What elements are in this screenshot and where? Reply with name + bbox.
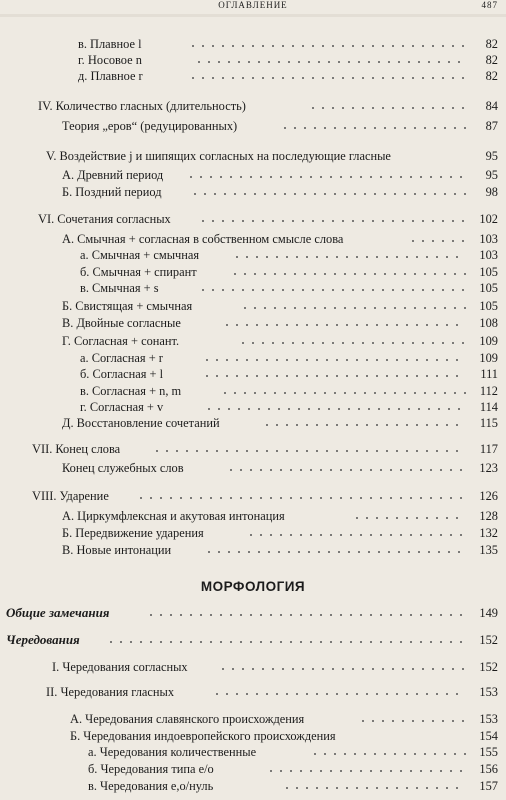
toc-entry-page: 82 <box>485 53 498 67</box>
toc-entry-page: 111 <box>480 367 498 381</box>
leader-dots <box>202 359 466 361</box>
toc-entry-label: а. Согласная + r <box>80 351 163 365</box>
toc-entry-page: 126 <box>479 489 498 503</box>
toc-entry-label: б. Согласная + l <box>80 367 164 381</box>
toc-entry-label: г. Носовое n <box>78 53 142 67</box>
toc-entry-page: 132 <box>479 526 498 540</box>
leader-dots <box>358 720 466 722</box>
toc-entry-label: Общие замечания <box>6 605 110 620</box>
toc-entry <box>78 36 498 52</box>
leader-dots <box>226 469 466 471</box>
toc-entry <box>38 98 498 114</box>
toc-entry <box>62 315 498 331</box>
leader-dots <box>198 289 466 291</box>
toc-entry <box>80 280 498 296</box>
leader-dots <box>222 324 466 326</box>
toc-entry-page: 115 <box>479 416 498 430</box>
toc-entry <box>46 684 498 700</box>
toc-entry <box>62 508 498 524</box>
toc-entry <box>52 659 498 675</box>
toc-entry-page: 152 <box>479 660 498 674</box>
toc-entry-page: 123 <box>479 461 498 475</box>
toc-entry-page: 156 <box>479 762 498 776</box>
leader-dots <box>262 424 466 426</box>
toc-entry <box>32 441 498 457</box>
leader-dots <box>202 375 466 377</box>
leader-dots <box>218 668 466 670</box>
toc-entry-label: б. Чередования типа e/o <box>88 762 214 776</box>
toc-entry <box>70 711 498 727</box>
toc-entry <box>78 68 498 84</box>
toc-entry-page: 105 <box>479 265 498 279</box>
toc-entry-label: IV. Количество гласных (длительность) <box>38 99 246 113</box>
toc-entry-label: I. Чередования согласных <box>52 660 188 674</box>
toc-entry-page: 82 <box>485 37 498 51</box>
toc-entry-page: 155 <box>479 745 498 759</box>
toc-entry-page: 109 <box>479 351 498 365</box>
toc-entry-bold <box>6 605 498 621</box>
toc-entry-page: 103 <box>479 232 498 246</box>
leader-dots <box>280 127 466 129</box>
leader-dots <box>186 176 466 178</box>
toc-entry-label: а. Смычная + смычная <box>80 248 200 262</box>
toc-entry-label: Д. Восстановление сочетаний <box>62 416 220 430</box>
leader-dots <box>246 534 466 536</box>
toc-entry-label: б. Смычная + спирант <box>80 265 197 279</box>
leader-dots <box>152 450 466 452</box>
toc-entry <box>62 333 498 349</box>
toc-entry <box>88 778 498 794</box>
toc-entry <box>62 298 498 314</box>
leader-dots <box>230 273 466 275</box>
toc-entry-label: д. Плавное r <box>78 69 143 83</box>
leader-dots <box>240 307 466 309</box>
toc-entry-page: 114 <box>479 400 498 414</box>
toc-entry-label: А. Циркумфлексная и акутовая интонация <box>62 509 285 523</box>
toc-entry-label: г. Согласная + v <box>80 400 164 414</box>
leader-dots <box>266 770 466 772</box>
toc-entry-page: 128 <box>479 509 498 523</box>
leader-dots <box>188 45 466 47</box>
toc-entry-label: А. Чередования славянского происхождения <box>70 712 305 726</box>
toc-entry <box>62 525 498 541</box>
toc-entry <box>88 744 498 760</box>
toc-entry-label: Б. Передвижение ударения <box>62 526 204 540</box>
toc-entry-label: Б. Свистящая + смычная <box>62 299 193 313</box>
toc-entry <box>80 350 498 366</box>
toc-entry-label: Конец служебных слов <box>62 461 184 475</box>
toc-entry <box>46 148 498 164</box>
leader-dots <box>408 240 466 242</box>
toc-entry-page: 154 <box>479 729 498 743</box>
toc-entry-label: В. Двойные согласные <box>62 316 181 330</box>
leader-dots <box>190 193 466 195</box>
toc-entry-bold <box>6 632 498 648</box>
toc-entry-page: 95 <box>485 168 498 182</box>
toc-entry-label: VIII. Ударение <box>32 489 109 503</box>
toc-entry <box>80 264 498 280</box>
toc-entry-label: VII. Конец слова <box>32 442 121 456</box>
leader-dots <box>136 497 466 499</box>
leader-dots <box>282 787 466 789</box>
toc-entry-label: в. Смычная + s <box>80 281 159 295</box>
toc-entry <box>62 231 498 247</box>
toc-entry-page: 105 <box>479 299 498 313</box>
toc-entry <box>32 488 498 504</box>
toc-entry <box>88 761 498 777</box>
leader-dots <box>220 392 466 394</box>
toc-entry-page: 153 <box>479 685 498 699</box>
toc-entry <box>80 399 498 415</box>
section-heading-morphology: МОРФОЛОГИЯ <box>200 579 306 594</box>
toc-entry-label: Г. Согласная + сонант. <box>62 334 180 348</box>
leader-dots <box>352 517 466 519</box>
toc-entry-label: в. Плавное l <box>78 37 142 51</box>
toc-entry-page: 112 <box>479 384 498 398</box>
toc-entry <box>80 366 498 382</box>
toc-entry <box>38 211 498 227</box>
leader-dots <box>310 753 466 755</box>
leader-dots <box>194 61 466 63</box>
toc-entry-label: Б. Поздний период <box>62 185 162 199</box>
toc-entry <box>62 184 498 200</box>
toc-entry-label: Чередования <box>6 632 80 647</box>
toc-entry-page: 157 <box>479 779 498 793</box>
toc-entry-page: 84 <box>485 99 498 113</box>
toc-entry <box>70 728 498 744</box>
leader-dots <box>232 256 466 258</box>
toc-entry-label: в. Чередования e,o/нуль <box>88 779 214 793</box>
toc-entry <box>62 167 498 183</box>
toc-entry-label: VI. Сочетания согласных <box>38 212 171 226</box>
leader-dots <box>106 641 464 643</box>
leader-dots <box>238 342 466 344</box>
toc-entry <box>80 383 498 399</box>
toc-entry-page: 109 <box>479 334 498 348</box>
leader-dots <box>146 614 464 616</box>
toc-entry-label: Теория „еров“ (редуцированных) <box>62 119 238 133</box>
toc-entry-label: V. Воздействие j и шипящих согласных на последующие гласные <box>46 149 391 163</box>
leader-dots <box>204 408 466 410</box>
leader-dots <box>308 107 466 109</box>
running-head-title: ОГЛАВЛЕНИЕ <box>218 0 288 10</box>
toc-entry <box>62 118 498 134</box>
toc-entry-label: А. Смычная + согласная в собственном смысле слова <box>62 232 344 246</box>
toc-entry-page: 135 <box>479 543 498 557</box>
leader-dots <box>198 220 466 222</box>
toc-entry-page: 108 <box>479 316 498 330</box>
leader-dots <box>188 77 466 79</box>
toc-entry-page: 103 <box>479 248 498 262</box>
toc-entry-page: 82 <box>485 69 498 83</box>
toc-entry <box>62 542 498 558</box>
toc-entry-page: 149 <box>479 606 498 620</box>
toc-entry-label: Б. Чередования индоевропейского происхождения <box>70 729 336 743</box>
toc-entry-page: 87 <box>485 119 498 133</box>
toc-entry-page: 102 <box>479 212 498 226</box>
leader-dots <box>204 551 466 553</box>
toc-entry-page: 153 <box>479 712 498 726</box>
toc-entry-label: А. Древний период <box>62 168 164 182</box>
toc-entry-label: а. Чередования количественные <box>88 745 257 759</box>
toc-entry-label: в. Согласная + n, m <box>80 384 182 398</box>
leader-dots <box>212 693 466 695</box>
toc-entry-label: II. Чередования гласных <box>46 685 175 699</box>
running-head-page-number: 487 <box>481 0 498 10</box>
toc-entry-page: 95 <box>485 149 498 163</box>
toc-entry <box>80 247 498 263</box>
toc-entry-page: 98 <box>485 185 498 199</box>
toc-entry-label: В. Новые интонации <box>62 543 172 557</box>
toc-entry <box>62 415 498 431</box>
toc-entry-page: 117 <box>479 442 498 456</box>
toc-entry <box>62 460 498 476</box>
toc-entry-page: 152 <box>479 633 498 647</box>
toc-entry-page: 105 <box>479 281 498 295</box>
toc-entry <box>78 52 498 68</box>
